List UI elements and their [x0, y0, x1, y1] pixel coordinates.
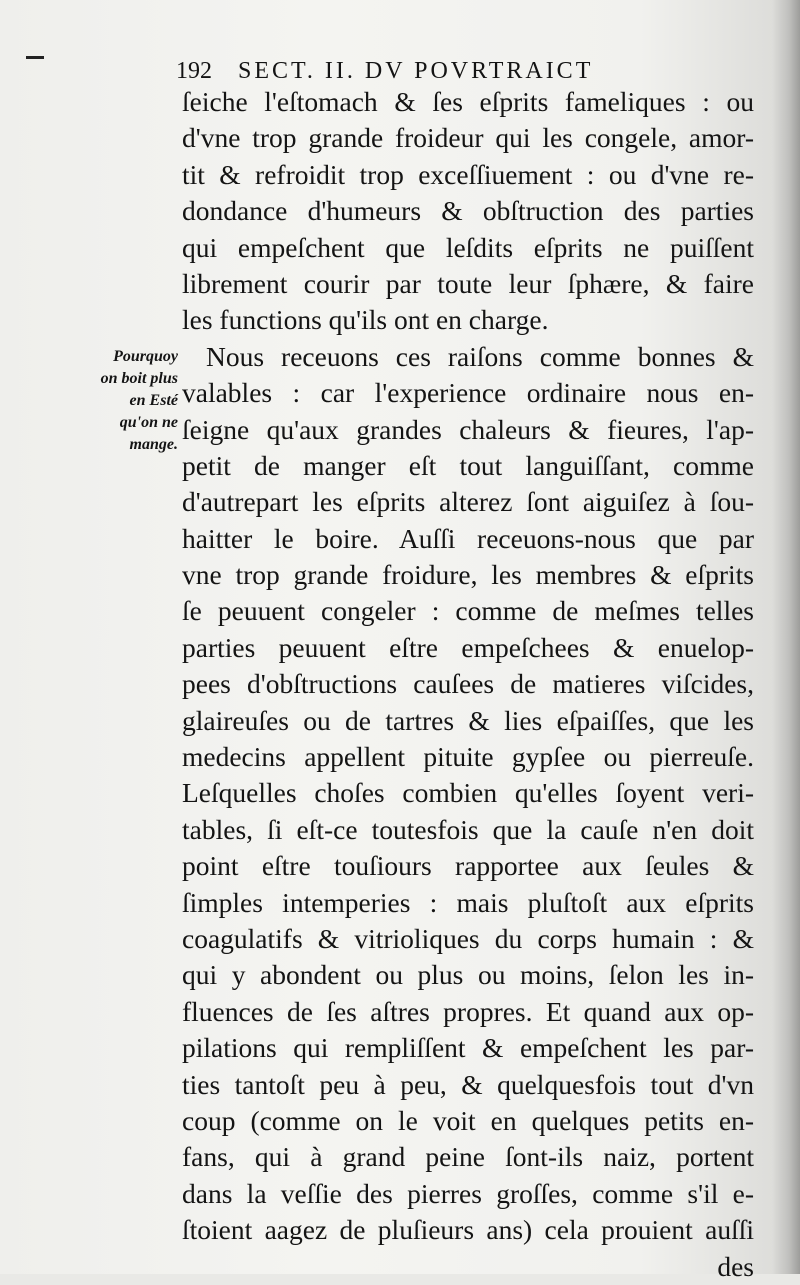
text-line: coup (comme on le voit en quelques petits en-	[182, 1104, 754, 1136]
text-line: petit de manger eſt tout languiſſant, comme	[182, 449, 754, 481]
running-title: SECT. II. DV POVRTRAICT	[238, 58, 594, 84]
text-line: ſimples intemperies : mais pluſtoſt aux eſprits	[182, 886, 754, 918]
marginal-note-line: on boit plus	[100, 370, 178, 387]
text-line: librement courir par toute leur ſphære, & faire	[182, 267, 754, 299]
catchword: des	[717, 1250, 754, 1282]
text-line: tit & refroidit trop exceſſiuement : ou d'vne re-	[182, 158, 754, 190]
text-line: dondance d'humeurs & obſtruction des parties	[182, 195, 754, 227]
text-line: dans la veſſie des pierres groſſes, comme s'il e-	[182, 1177, 754, 1209]
text-line: qui y abondent ou plus ou moins, ſelon les in-	[182, 959, 754, 991]
text-line: tables, ſi eſt-ce toutesfois que la cauſe n'en doit	[182, 813, 754, 845]
text-line: ſe peuuent congeler : comme de meſmes telles	[182, 595, 754, 627]
text-line: ſeigne qu'aux grandes chaleurs & fieures, l'ap-	[182, 413, 754, 445]
marginal-note-line: Pourquoy	[113, 348, 178, 365]
page-number: 192	[176, 58, 212, 84]
text-line: ties tantoſt peu à peu, & quelquesfois tout d'vn	[182, 1068, 754, 1100]
text-line: vne trop grande froidure, les membres & eſprits	[182, 559, 754, 591]
text-line: valables : car l'experience ordinaire nous en-	[182, 377, 754, 409]
text-line: parties peuuent eſtre empeſchees & enuelop-	[182, 631, 754, 663]
text-line: ſeiche l'eſtomach & ſes eſprits fameliques : ou	[182, 86, 754, 117]
text-line: ſtoient aagez de pluſieurs ans) cela prouient auſſi	[182, 1214, 754, 1246]
text-line: pilations qui rempliſſent & empeſchent les par-	[182, 1032, 754, 1064]
text-line: qui empeſchent que leſdits eſprits ne puiſſent	[182, 231, 754, 263]
text-line: Leſquelles choſes combien qu'elles ſoyent veri-	[182, 777, 754, 809]
text-line: medecins appellent pituite gypſee ou pierreuſe.	[182, 741, 754, 773]
marginal-note-line: qu'on ne	[119, 414, 178, 431]
marginal-note-line: en Esté	[129, 392, 178, 409]
text-line: fluences de ſes aſtres propres. Et quand aux op-	[182, 995, 754, 1027]
body-text	[182, 84, 754, 1285]
marginal-note	[74, 346, 178, 456]
text-line: d'autrepart les eſprits alterez ſont aiguiſez à ſou-	[182, 486, 754, 518]
printer-mark	[26, 56, 44, 59]
text-line: point eſtre touſiours rapportee aux ſeules &	[182, 850, 754, 882]
text-line: d'vne trop grande froideur qui les congele, amor-	[182, 122, 754, 154]
text-line: Nous receuons ces raiſons comme bonnes &	[206, 340, 754, 372]
text-line: les functions qu'ils ont en charge.	[182, 304, 549, 336]
text-line: haitter le boire. Auſſi receuons-nous que par	[182, 522, 754, 554]
text-line: coagulatifs & vitrioliques du corps humain : &	[182, 922, 754, 954]
text-line: pees d'obſtructions cauſees de matieres viſcides,	[182, 668, 754, 700]
page-gutter-shadow	[772, 0, 800, 1274]
text-line: glaireuſes ou de tartres & lies eſpaiſſes, que les	[182, 704, 754, 736]
text-line: fans, qui à grand peine ſont-ils naiz, portent	[182, 1141, 754, 1173]
marginal-note-line: mange.	[129, 436, 178, 453]
